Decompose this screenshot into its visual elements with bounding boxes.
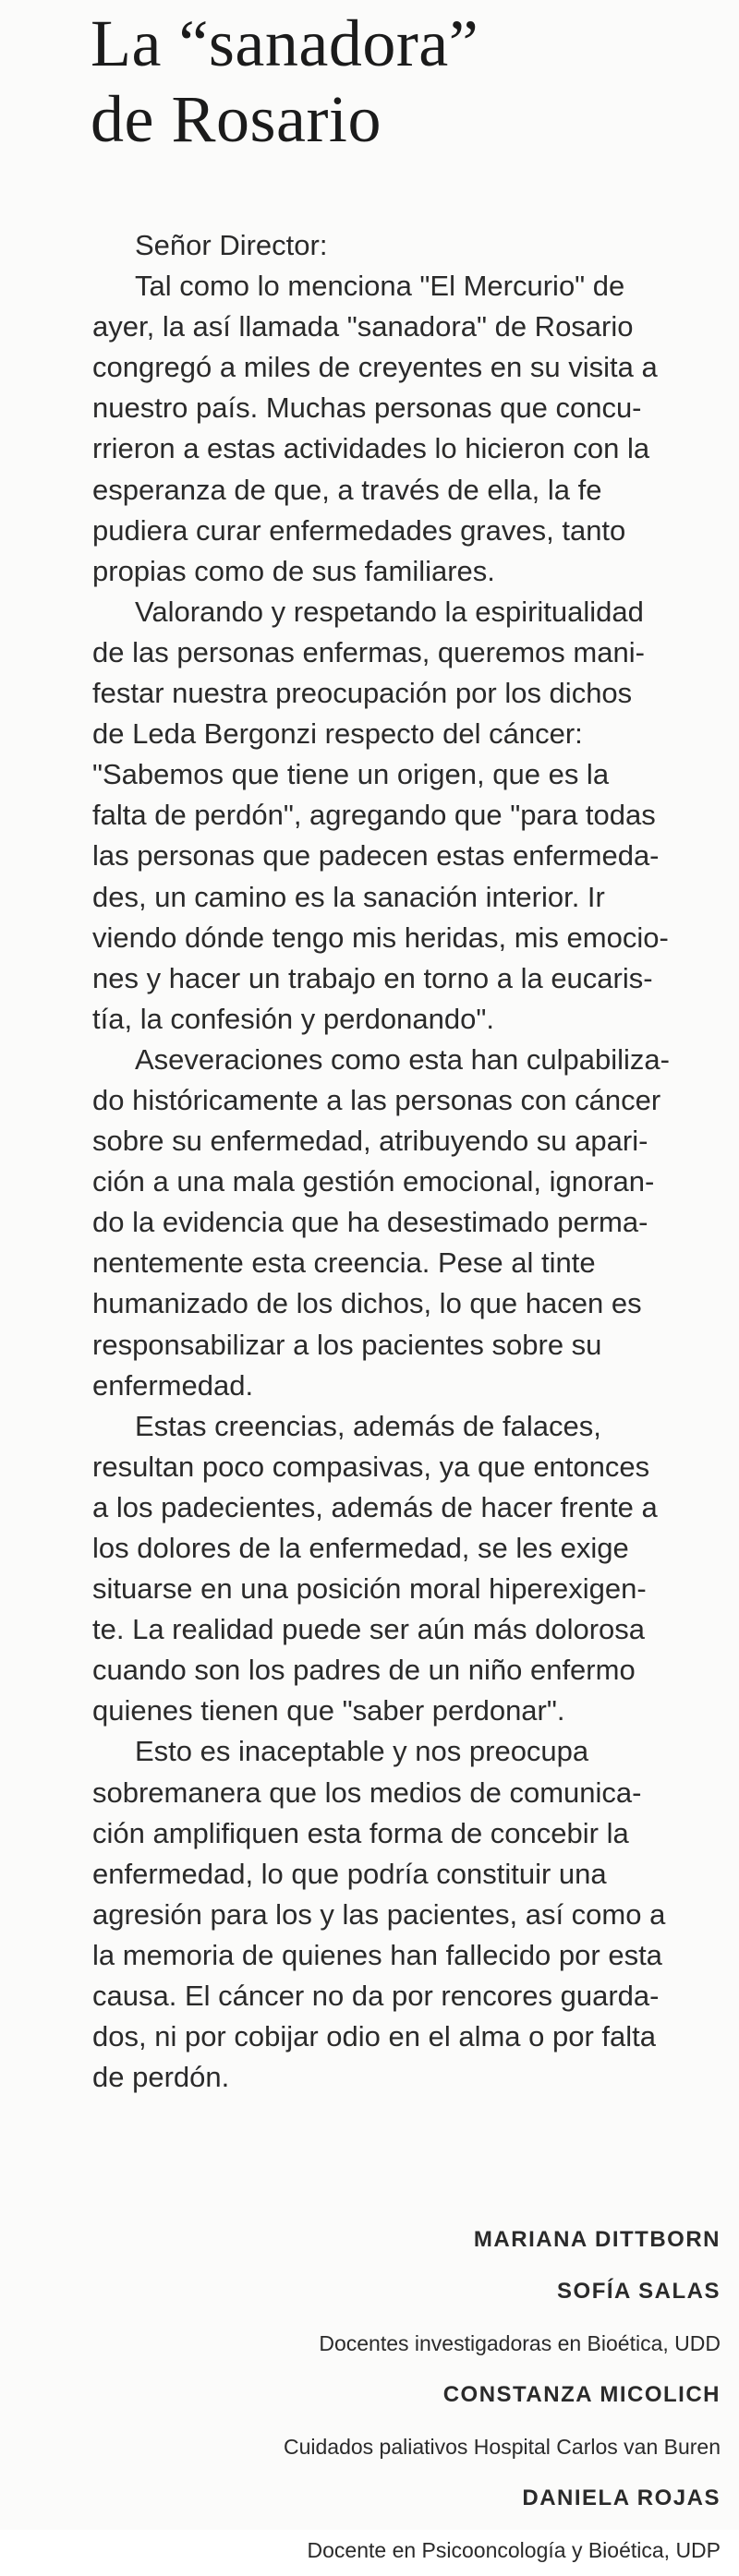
paragraph-5-line: causa. El cáncer no da por rencores guarda- [92, 1980, 660, 2013]
paragraph-5-line: ción amplifiquen esta forma de concebir la [92, 1816, 629, 1849]
signer-name: SOFÍA SALAS [557, 2279, 721, 2304]
paragraph-1-line: rrieron a estas actividades lo hicieron con la [92, 432, 650, 465]
paragraph-4-line: a los padecientes, además de hacer frente a [92, 1490, 658, 1523]
paragraph-1-line: Tal como lo menciona "El Mercurio" de [135, 270, 625, 303]
paragraph-3-line: do la evidencia que ha desestimado perma- [92, 1206, 648, 1239]
signer-affiliation: Docentes investigadoras en Bioética, UDD [319, 2331, 721, 2355]
paragraph-1-line: propias como de sus familiares. [92, 554, 495, 587]
paragraph-2-line: "Sabemos que tiene un origen, que es la [92, 758, 610, 791]
paragraph-1-line: pudiera curar enfermedades graves, tanto [92, 513, 626, 547]
paragraph-2-line: nes y hacer un trabajo en torno a la eucaris- [92, 961, 653, 994]
signer-name: DANIELA ROJAS [522, 2486, 721, 2510]
paragraph-5-line: de perdón. [92, 2061, 230, 2094]
paragraph-2-line: las personas que padecen estas enfermeda- [92, 839, 660, 873]
paragraph-2-line: viendo dónde tengo mis heridas, mis emocio- [92, 921, 669, 954]
paragraph-2-line: tía, la confesión y perdonando". [92, 1002, 494, 1035]
paragraph-4-line: te. La realidad puede ser aún más dolorosa [92, 1613, 646, 1646]
paragraph-5-line: enfermedad, lo que podría constituir una [92, 1857, 607, 1890]
paragraph-4-line: quienes tienen que "saber perdonar". [92, 1694, 565, 1727]
paragraph-3-line: do históricamente a las personas con cáncer [92, 1083, 661, 1116]
paragraph-2-line: falta de perdón", agregando que "para todas [92, 799, 656, 832]
paragraph-3-line: ción a una mala gestión emocional, ignoran- [92, 1165, 655, 1198]
letter-title [91, 6, 479, 157]
paragraph-5-line: dos, ni por cobijar odio en el alma o por falta [92, 2020, 657, 2053]
paragraph-4-line: cuando son los padres de un niño enfermo [92, 1654, 636, 1687]
paragraph-3-line: enfermedad. [92, 1368, 254, 1402]
paragraph-2-line: festar nuestra preocupación por los dichos [92, 677, 633, 710]
paragraph-5-line: sobremanera que los medios de comunica- [92, 1776, 642, 1809]
paragraph-1-line: congregó a miles de creyentes en su visita a [92, 351, 658, 384]
paragraph-3-line: nentemente esta creencia. Pese al tinte [92, 1246, 596, 1280]
paragraph-5-line: Esto es inaceptable y nos preocupa [135, 1735, 589, 1768]
letter-title-line-1: La “sanadora” [91, 6, 479, 80]
paragraph-1-line: ayer, la así llamada "sanadora" de Rosario [92, 310, 634, 343]
paragraph-3-line: humanizado de los dichos, lo que hacen es [92, 1287, 642, 1320]
paragraph-3-line: Aseveraciones como esta han culpabiliza- [135, 1042, 670, 1076]
signature-block [284, 2214, 721, 2576]
paragraph-2-line: de las personas enfermas, queremos mani- [92, 635, 645, 668]
letter-body [92, 225, 721, 2098]
paragraph-5-line: la memoria de quienes han fallecido por esta [92, 1938, 662, 1971]
paragraph-1-line: nuestro país. Muchas personas que concu- [92, 391, 642, 425]
signer-name: CONSTANZA MICOLICH [442, 2382, 721, 2407]
signer-name: MARIANA DITTBORN [473, 2227, 721, 2252]
letter-title-line-2: de Rosario [91, 82, 382, 156]
paragraph-4-line: situarse en una posición moral hiperexigen- [92, 1572, 647, 1606]
paragraph-2-line: de Leda Bergonzi respecto del cáncer: [92, 717, 583, 751]
paragraph-4-line: resultan poco compasivas, ya que entonces [92, 1450, 650, 1483]
paragraph-5-line: agresión para los y las pacientes, así como a [92, 1897, 666, 1931]
salutation: Señor Director: [135, 229, 328, 261]
paragraph-4-line: los dolores de la enfermedad, se les exige [92, 1532, 629, 1564]
paragraph-3-line: sobre su enfermedad, atribuyendo su apari- [92, 1125, 648, 1158]
paragraph-4-line: Estas creencias, además de falaces, [135, 1409, 601, 1442]
paragraph-3-line: responsabilizar a los pacientes sobre su [92, 1328, 602, 1361]
signer-affiliation: Docente en Psicooncología y Bioética, UDP [307, 2538, 721, 2562]
signer-affiliation: Cuidados paliativos Hospital Carlos van Buren [283, 2435, 721, 2459]
paragraph-1-line: esperanza de que, a través de ella, la fe [92, 473, 602, 506]
paragraph-2-line: Valorando y respetando la espiritualidad [135, 595, 644, 628]
paragraph-2-line: des, un camino es la sanación interior. Ir [92, 880, 605, 913]
